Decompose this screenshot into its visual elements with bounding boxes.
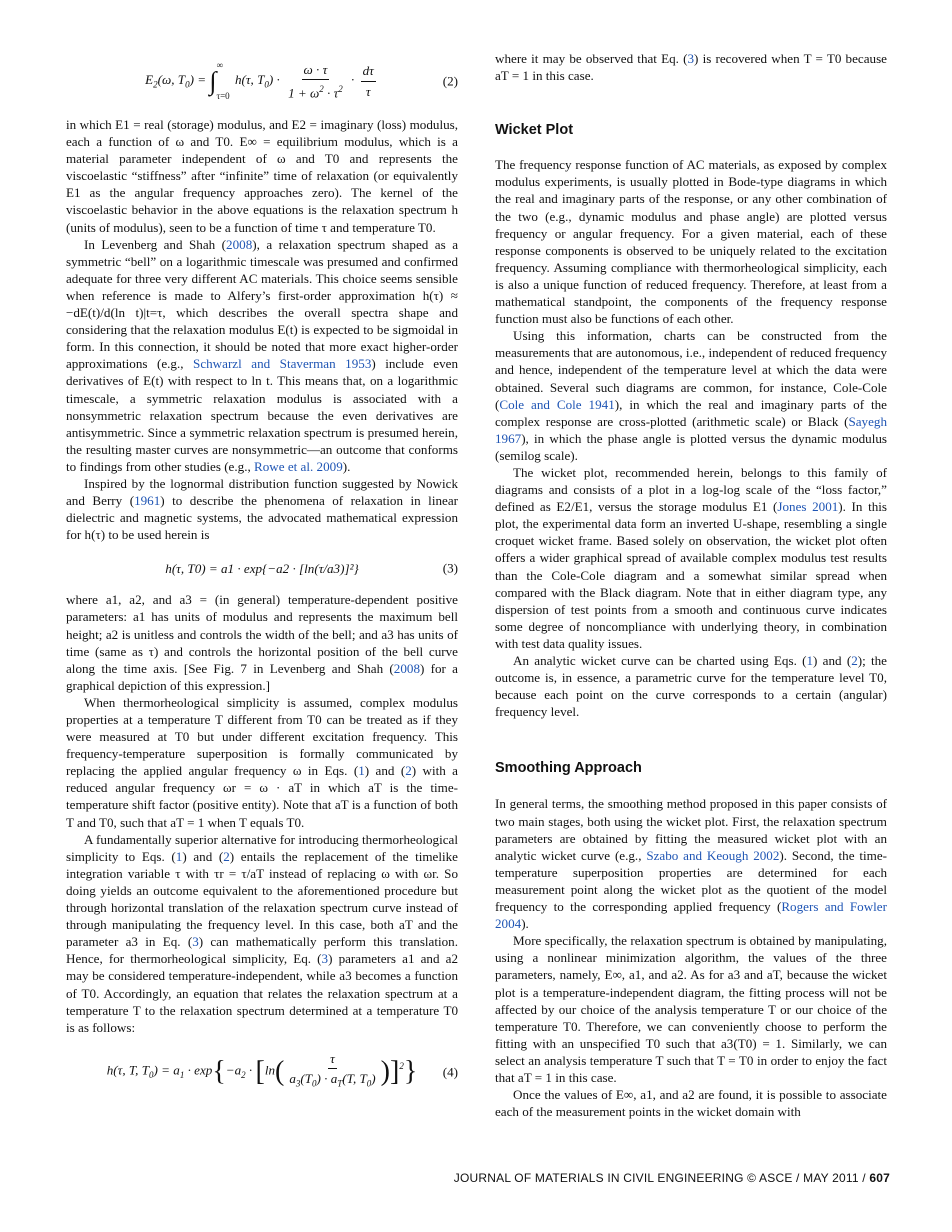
- paragraph-wicket-plot: The wicket plot, recommended herein, belongs to this family of diagrams and consists of a plot in a log-log scale of the “loss factor,” defined as E2/E1, versus the storage modulus E1 (Jones 2001). In this plot, the experimental data form an inverted U-shape, resembling a single croquet wicket frame. Based solely on observation, the wicket plot often offers a wider graphical spread of available complex modulus test results than the Cole-Cole diagram and a somewhat similar spread when compared with the Black diagram. Note that in either diagram type, any dispersion of test points from a smooth and continuous curve indicates some degree of noncompliance with underlying theory, in combination with test data quality issues.: [495, 464, 887, 651]
- equation-link[interactable]: 3: [192, 934, 199, 950]
- section-heading-smoothing-approach: Smoothing Approach: [495, 760, 642, 777]
- equation-link[interactable]: 2: [223, 848, 230, 864]
- citation-link[interactable]: 1961: [134, 493, 161, 509]
- citation-link[interactable]: Rowe et al. 2009: [254, 458, 343, 474]
- paragraph-eq3-recovered: where it may be observed that Eq. (3) is recovered when T = T0 because aT = 1 in this case.: [495, 51, 887, 84]
- paragraph-lognormal: Inspired by the lognormal distribution function suggested by Nowick and Berry (1961) to describe the phenomena of relaxation in linear dielectric and magnetic systems, the advocated mathematical expression for h(τ) to be used herein is: [66, 475, 458, 543]
- equation-link[interactable]: 1: [175, 848, 183, 864]
- page-footer: [400, 1171, 890, 1185]
- equation-3-number: (3): [442, 560, 458, 576]
- equation-3-body: h(τ, T0) = a1 · exp{−a2 · [ln(τ/a3)]²}: [165, 560, 359, 576]
- citation-link[interactable]: 2008: [393, 660, 420, 676]
- paragraph-autonomous-charts: Using this information, charts can be constructed from the measurements that are autonomous, i.e., independent of reduced frequency and hence, independent of the temperature level at which the data were obtained. Several such diagrams are common, for instance, Cole-Cole (Cole and Cole 1941), in which the real and imaginary parts of the complex response are cross-plotted (arithmetic scale) or Black (Sayegh 1967), in which the phase angle is plotted versus the dynamic modulus (semilog scale).: [495, 328, 887, 463]
- equation-link[interactable]: 2: [405, 763, 412, 779]
- equation-4-number: (4): [442, 1064, 458, 1080]
- equation-4-body: h(τ, T, $T_0) = a_1 \cdot \exp\{-a_2 \cdot [\ln$( $\frac{\tau}{a_3(T_0) \cdot a_T(T, T_0)}$ )]$^2$}: [106, 1051, 418, 1090]
- citation-link[interactable]: Szabo and Keough 2002: [646, 847, 780, 863]
- equation-link[interactable]: 3: [321, 951, 329, 967]
- equation-link[interactable]: 2: [851, 653, 858, 668]
- citation-link[interactable]: Jones 2001: [777, 499, 839, 515]
- equation-2-body: $E_2(\omega$, $T_0$) = ∫ ∞ τ=0 h(τ, $T_0$) · $\frac{\omega \cdot \tau}{1 + \omega^2 \cdot \tau^2}$ · $\frac{d\tau}{\tau}$: [145, 59, 374, 101]
- paragraph-analytic-wicket: An analytic wicket curve can be charted using Eqs. (1) and (2); the outcome is, in essence, a parametric curve for the temperature level T0, because each point on the curve corresponds to a certain (angular) frequency level.: [495, 653, 887, 720]
- paragraph-parameters: where a1, a2, and a3 = (in general) temperature-dependent positive parameters: a1 has units of modulus and represents the maximum bell height; a2 is unitless and controls the width of the bell; and a3 has units of time (same as τ) and controls the horizontal position of the bell curve along the time axis. [See Fig. 7 in Levenberg and Shah (2008) for a graphical depiction of this expression.]: [66, 592, 458, 693]
- paragraph-moduli-definitions: in which E1 = real (storage) modulus, and E2 = imaginary (loss) modulus, each a function of ω and T0. E∞ = equilibrium modulus, which is a material parameter independent of ω and T0 and represents the viscoelastic “stiffness” after “infinite” time of relaxation (or equivalently E1 as the angular frequency approaches zero). The kernel of the viscoelastic behavior in the above equations is the relaxation spectrum h (units of modulus), seen to be a function of time τ and temperature T0.: [66, 117, 458, 235]
- equation-link[interactable]: 3: [687, 51, 695, 66]
- paragraph-once-values-found: Once the values of E∞, a1, and a2 are found, it is possible to associate each of the measurement points in the wicket domain with: [495, 1087, 887, 1120]
- equation-3: [66, 553, 458, 583]
- left-column: [66, 50, 458, 1100]
- paragraph-frequency-response: The frequency response function of AC materials, as exposed by complex modulus experiments, is usually plotted in Bode-type diagrams in which the real and imaginary parts of the response, or any other combination of the two (e.g., dynamic modulus and phase angle) are plotted versus frequency or angular frequency. For a given material, each of these response components is observed to be uniquely related to the excitation frequency. Assuming compliance with thermorheological simplicity, each is also a unique function of reduced frequency. Therefore, at least from a mathematical standpoint, the components of the frequency response function must also be functions of each other.: [495, 157, 887, 327]
- paragraph-minimization: More specifically, the relaxation spectrum is obtained by manipulating, using a nonlinear minimization algorithm, the values of the three parameters, namely, E∞, a1, and a2. As for a3 and aT, because the wicket plot is a temperature-independent diagram, the fitting process will not be affected by our choice of the analysis temperature T or our choice of the temperature T0. Therefore, we can conveniently choose to perform the fitting with an unspecified T0 such that a3(T0) = 1. Similarly, we can select an analysis temperature T such that T = T0 in order to enjoy the fact that aT = 1 in this case.: [495, 933, 887, 1085]
- paragraph-smoothing-method: In general terms, the smoothing method proposed in this paper consists of two main stages, both using the wicket plot. First, the relaxation spectrum parameters are obtained by fitting the measured wicket plot with an analytic wicket curve (e.g., Szabo and Keough 2002). Second, the time-temperature superposition properties are determined for each measurement point along the wicket plot as the quotient of the model frequency to the corresponding applied frequency (Rogers and Fowler 2004).: [495, 796, 888, 932]
- section-heading-wicket-plot: Wicket Plot: [495, 122, 574, 139]
- citation-link[interactable]: Rogers and Fowler 2004: [495, 899, 887, 932]
- paragraph-relaxation-spectrum: In Levenberg and Shah (2008), a relaxation spectrum shaped as a symmetric “bell” on a logarithmic timescale was presumed and confirmed adequate for three very different AC materials. This choice seems sensible when reference is made to Alfery’s first-order approximation h(τ) ≈ −dE(t)/d(ln t)|t=τ, which describes the overall spectra shape and considering that the relaxation modulus E(t) is expected to be sigmoidal in form. In this connection, it should be noted that more exact higher-order approximations (e.g., Schwarzl and Staverman 1953) include even derivatives of E(t) with respect to ln t. This means that, on a logarithmic timescale, a symmetric relaxation modulus is associated with a nonsymmetric relaxation spectrum because the even derivatives are antisymmetric. Since a symmetric relaxation spectrum is presumed herein, the resulting master curves are nonsymmetric—an outcome that conforms to findings from other studies (e.g., Rowe et al. 2009).: [66, 236, 459, 474]
- citation-link[interactable]: 2008: [226, 236, 253, 252]
- paragraph-thermorheological: When thermorheological simplicity is assumed, complex modulus properties at a temperature T different from T0 can be treated as if they were measured at T0 but under different excitation frequency. This frequency-temperature superposition is formally communicated by replacing the applied angular frequency ω in Eqs. (1) and (2) with a reduced angular frequency ωr = ω · aT in which aT is the time-temperature shift factor (positive entity). Note that aT is a function of both T and T0, such that aT = 1 when T equals T0.: [66, 694, 458, 830]
- journal-citation: JOURNAL OF MATERIALS IN CIVIL ENGINEERING © ASCE / MAY 2011 /: [453, 1171, 870, 1185]
- page-number: 607: [869, 1171, 890, 1185]
- equation-link[interactable]: 1: [806, 653, 814, 668]
- citation-link[interactable]: Cole and Cole 1941: [499, 396, 615, 412]
- equation-2-number: (2): [442, 73, 458, 89]
- citation-link[interactable]: Schwarzl and Staverman 1953: [193, 356, 372, 372]
- equation-2: [66, 50, 458, 112]
- citation-link[interactable]: Sayegh 1967: [495, 413, 887, 446]
- paragraph-superior-alternative: A fundamentally superior alternative for introducing thermorheological simplicity to Eqs. (1) and (2) entails the replacement of the timelike integration variable τ with τr = τ/aT instead of replacing ω with ωr. So doing yields an outcome equivalent to the aforementioned procedure but through horizontal translation of the relaxation spectrum curve instead of through manipulating the frequency level. In this case, both aT and the parameter a3 in Eq. (3) can mathematically perform this translation. Hence, for thermorheological simplicity, Eq. (3) parameters a1 and a2 may be considered temperature-independent, while a3 becomes a function of T0. Accordingly, an equation that relates the relaxation spectrum at a temperature T to the relaxation spectrum determined at a temperature T0 is as follows:: [66, 831, 459, 1035]
- equation-4: [66, 1044, 458, 1100]
- right-column: [495, 50, 887, 1120]
- equation-link[interactable]: 1: [358, 763, 365, 779]
